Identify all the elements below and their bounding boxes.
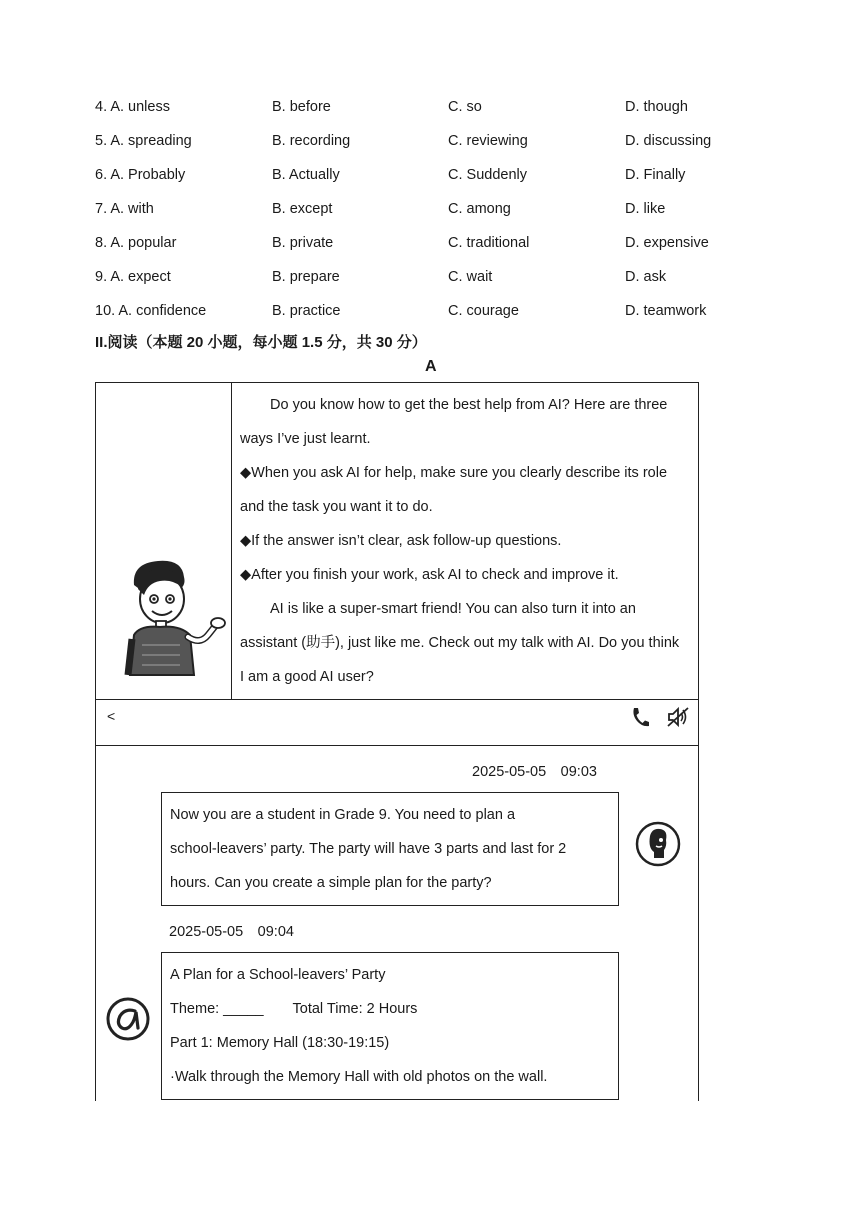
timestamp-msg1: 2025-05-05 09:03 — [472, 764, 597, 780]
option-row-5 — [95, 133, 795, 155]
option-c: C. reviewing — [448, 133, 528, 149]
option-a: 9. A. expect — [95, 269, 171, 285]
user-message-bubble — [161, 792, 619, 906]
option-b: B. before — [272, 99, 331, 115]
option-c: C. among — [448, 201, 511, 217]
option-a: 5. A. spreading — [95, 133, 192, 149]
message-line: Now you are a student in Grade 9. You need to plan a — [170, 807, 516, 823]
option-c: C. wait — [448, 269, 493, 285]
intro-paragraph-2: AI is like a super-smart friend! You can also turn it into an assistant (助手), just like me. Check out my talk with AI. Do you think I am a good AI user? — [240, 601, 680, 685]
option-d: D. Finally — [625, 167, 686, 183]
passage-letter: A — [425, 358, 437, 375]
option-c: C. traditional — [448, 235, 530, 251]
option-a: 8. A. popular — [95, 235, 177, 251]
message-line: hours. Can you create a simple plan for the party? — [170, 875, 492, 891]
mute-icon[interactable] — [666, 706, 690, 728]
option-a: 7. A. with — [95, 201, 154, 217]
intro-text — [240, 388, 680, 694]
intro-paragraph-1: Do you know how to get the best help from AI? Here are three ways I’ve just learnt. — [240, 397, 668, 447]
phone-icon[interactable] — [630, 706, 650, 728]
option-b: B. recording — [272, 133, 351, 149]
option-row-7 — [95, 201, 795, 223]
option-d: D. discussing — [625, 133, 712, 149]
option-b: B. private — [272, 235, 334, 251]
tip-3: ◆After you finish your work, ask AI to check and improve it. — [240, 567, 619, 583]
option-d: D. expensive — [625, 235, 709, 251]
section-title: II.阅读（本题 20 小题，每小题 1.5 分，共 30 分） — [95, 334, 427, 351]
frame-divider-chat-header — [95, 745, 699, 746]
message-line: ·Walk through the Memory Hall with old photos on the wall. — [170, 1069, 548, 1085]
ai-avatar-icon — [105, 996, 151, 1042]
ai-message-bubble — [161, 952, 619, 1100]
timestamp-msg2: 2025-05-05 09:04 — [169, 924, 294, 940]
message-line: Theme: _____ Total Time: 2 Hours — [170, 1001, 418, 1017]
option-b: B. Actually — [272, 167, 340, 183]
frame-divider-vertical — [231, 382, 232, 700]
option-a: 10. A. confidence — [95, 303, 207, 319]
option-d: D. though — [625, 99, 688, 115]
tip-2: ◆If the answer isn’t clear, ask follow-up questions. — [240, 533, 562, 549]
option-a: 6. A. Probably — [95, 167, 186, 183]
option-a: 4. A. unless — [95, 99, 170, 115]
option-d: D. teamwork — [625, 303, 707, 319]
message-line: Part 1: Memory Hall (18:30-19:15) — [170, 1035, 390, 1051]
option-b: B. practice — [272, 303, 341, 319]
user-avatar-icon — [634, 820, 682, 868]
option-c: C. Suddenly — [448, 167, 527, 183]
option-row-9 — [95, 269, 795, 291]
boy-illustration-icon — [120, 555, 228, 685]
option-row-8 — [95, 235, 795, 257]
option-d: D. like — [625, 201, 666, 217]
option-row-6 — [95, 167, 795, 189]
message-line: school-leavers’ party. The party will have 3 parts and last for 2 — [170, 841, 567, 857]
option-d: D. ask — [625, 269, 667, 285]
message-line: A Plan for a School-leavers’ Party — [170, 967, 386, 983]
tip-1: ◆When you ask AI for help, make sure you clearly describe its role and the task you want it to do. — [240, 465, 668, 515]
option-row-10 — [95, 303, 795, 325]
option-row-4 — [95, 99, 795, 121]
option-b: B. except — [272, 201, 333, 217]
frame-divider-top-chat — [95, 699, 699, 700]
back-button[interactable]: < — [107, 708, 116, 724]
option-c: C. so — [448, 99, 482, 115]
option-b: B. prepare — [272, 269, 340, 285]
option-c: C. courage — [448, 303, 519, 319]
